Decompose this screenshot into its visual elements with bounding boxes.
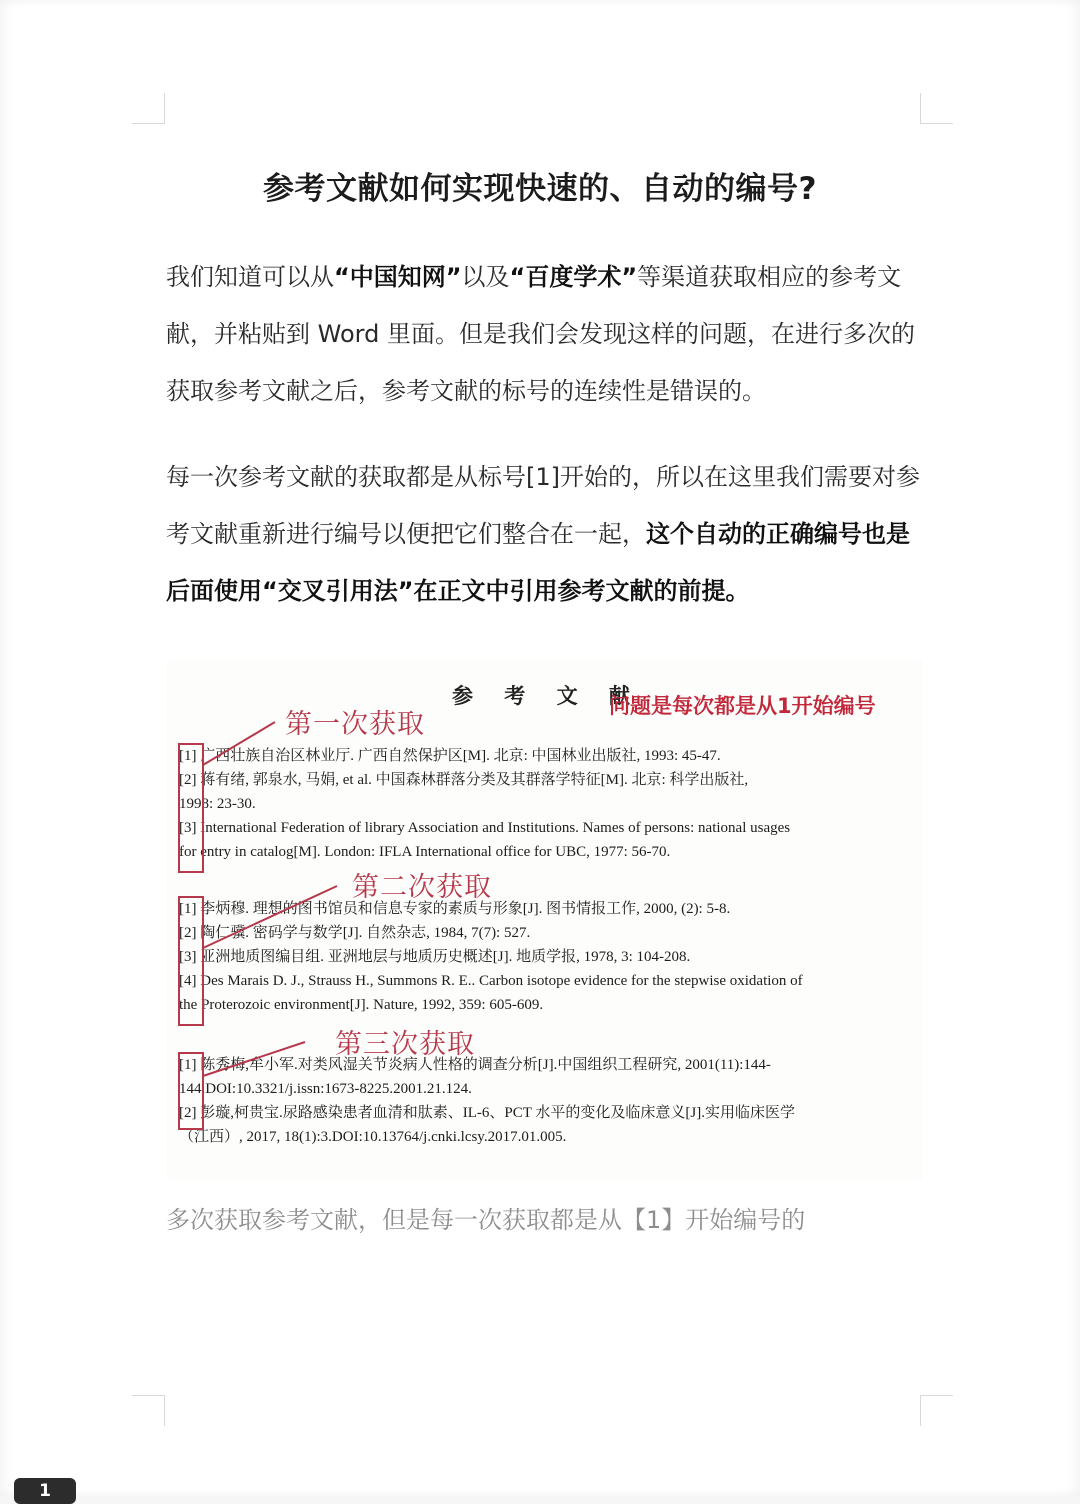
annotation-overlay [167, 660, 923, 1180]
arrow-3 [203, 1042, 305, 1076]
para1-bold-2: “百度学术” [509, 263, 638, 291]
reference-line: 1998: 23-30. [179, 796, 256, 812]
reference-line: [2] 蒋有绪, 郭泉水, 马娟, et al. 中国森林群落分类及其群落学特征[M]. 北京: 科学出版社, [179, 772, 749, 788]
reference-line: [3] International Federation of library Association and Institutions. Names of persons: national usages [179, 820, 791, 836]
page-title: 参考文献如何实现快速的、自动的编号? [263, 171, 817, 207]
crop-mark-top-left [132, 93, 165, 124]
para2-bold-1: 这个自动的正确编号也是后面使用“交叉引用法”在正文中引用参考文献的前提。 [166, 520, 910, 605]
paragraph-2 [166, 449, 926, 620]
reference-line: [4] Des Marais D. J., Strauss H., Summons R. E.. Carbon isotope evidence for the stepwise oxidation of [179, 973, 803, 989]
reference-line: [2] 陶仁骥. 密码学与数学[J]. 自然杂志, 1984, 7(7): 527. [179, 925, 531, 941]
page-number-badge[interactable]: 1 [14, 1478, 76, 1504]
reference-line: for entry in catalog[M]. London: IFLA International office for UBC, 1977: 56-70. [179, 844, 671, 860]
para1-text-3: 等渠道获取相应的参考文献，并粘贴到 Word 里面。但是我们会发现这样的问题，在进行多次的获取参考文献之后，参考文献的标号的连续性是错误的。 [166, 263, 915, 405]
para1-bold-1: “中国知网” [334, 263, 462, 291]
para1-text-2: 以及 [461, 263, 510, 291]
crop-mark-top-right [920, 93, 953, 124]
para2-text-1: 每一次参考文献的获取都是从标号[1]开始的，所以在这里我们需要对参考文献重新进行编号以便把它们整合在一起， [166, 463, 920, 548]
figure-caption: 多次获取参考文献，但是每一次获取都是从【1】开始编号的 [166, 1206, 806, 1234]
annotation-second-fetch: 第二次获取 [352, 872, 492, 903]
highlight-box-2 [179, 897, 203, 1025]
reference-line: [1] 陈秀梅,牟小军.对类风湿关节炎病人性格的调查分析[J].中国组织工程研究, 2001(11):144- [179, 1057, 771, 1073]
arrow-1 [203, 722, 275, 765]
reference-line: [3] 亚洲地质图编目组. 亚洲地层与地质历史概述[J]. 地质学报, 1978, 3: 104-208. [179, 949, 691, 965]
para1-text-1: 我们知道可以从 [166, 263, 334, 291]
figure-note: 问题是每次都是从1开始编号 [609, 694, 876, 718]
crop-mark-bottom-right [920, 1395, 953, 1426]
crop-mark-bottom-left [132, 1395, 165, 1426]
reference-line: [2] 彭璇,柯贵宝.尿路感染患者血清和肽素、IL-6、PCT 水平的变化及临床意义[J].实用临床医学 [179, 1105, 795, 1121]
paragraph-1 [166, 249, 926, 420]
reference-line: the Proterozoic environment[J]. Nature, 1992, 359: 605-609. [179, 997, 544, 1013]
arrow-2 [203, 886, 337, 948]
reference-line: （江西）, 2017, 18(1):3.DOI:10.13764/j.cnki.lcsy.2017.01.005. [179, 1129, 567, 1145]
annotation-first-fetch: 第一次获取 [285, 709, 425, 740]
reference-line: [1] 李炳穆. 理想的图书馆员和信息专家的素质与形象[J]. 图书情报工作, 2000, (2): 5-8. [179, 901, 731, 917]
reference-line: 144.DOI:10.3321/j.issn:1673-8225.2001.21.124. [179, 1081, 472, 1097]
highlight-box-3 [179, 1053, 203, 1129]
figure-heading: 参 考 文 献 [452, 683, 642, 708]
reference-line: [1] 广西壮族自治区林业厅. 广西自然保护区[M]. 北京: 中国林业出版社, 1993: 45-47. [179, 748, 721, 764]
reference-screenshot-figure [167, 660, 923, 1180]
highlight-box-1 [179, 744, 203, 872]
annotation-third-fetch: 第三次获取 [335, 1029, 475, 1060]
